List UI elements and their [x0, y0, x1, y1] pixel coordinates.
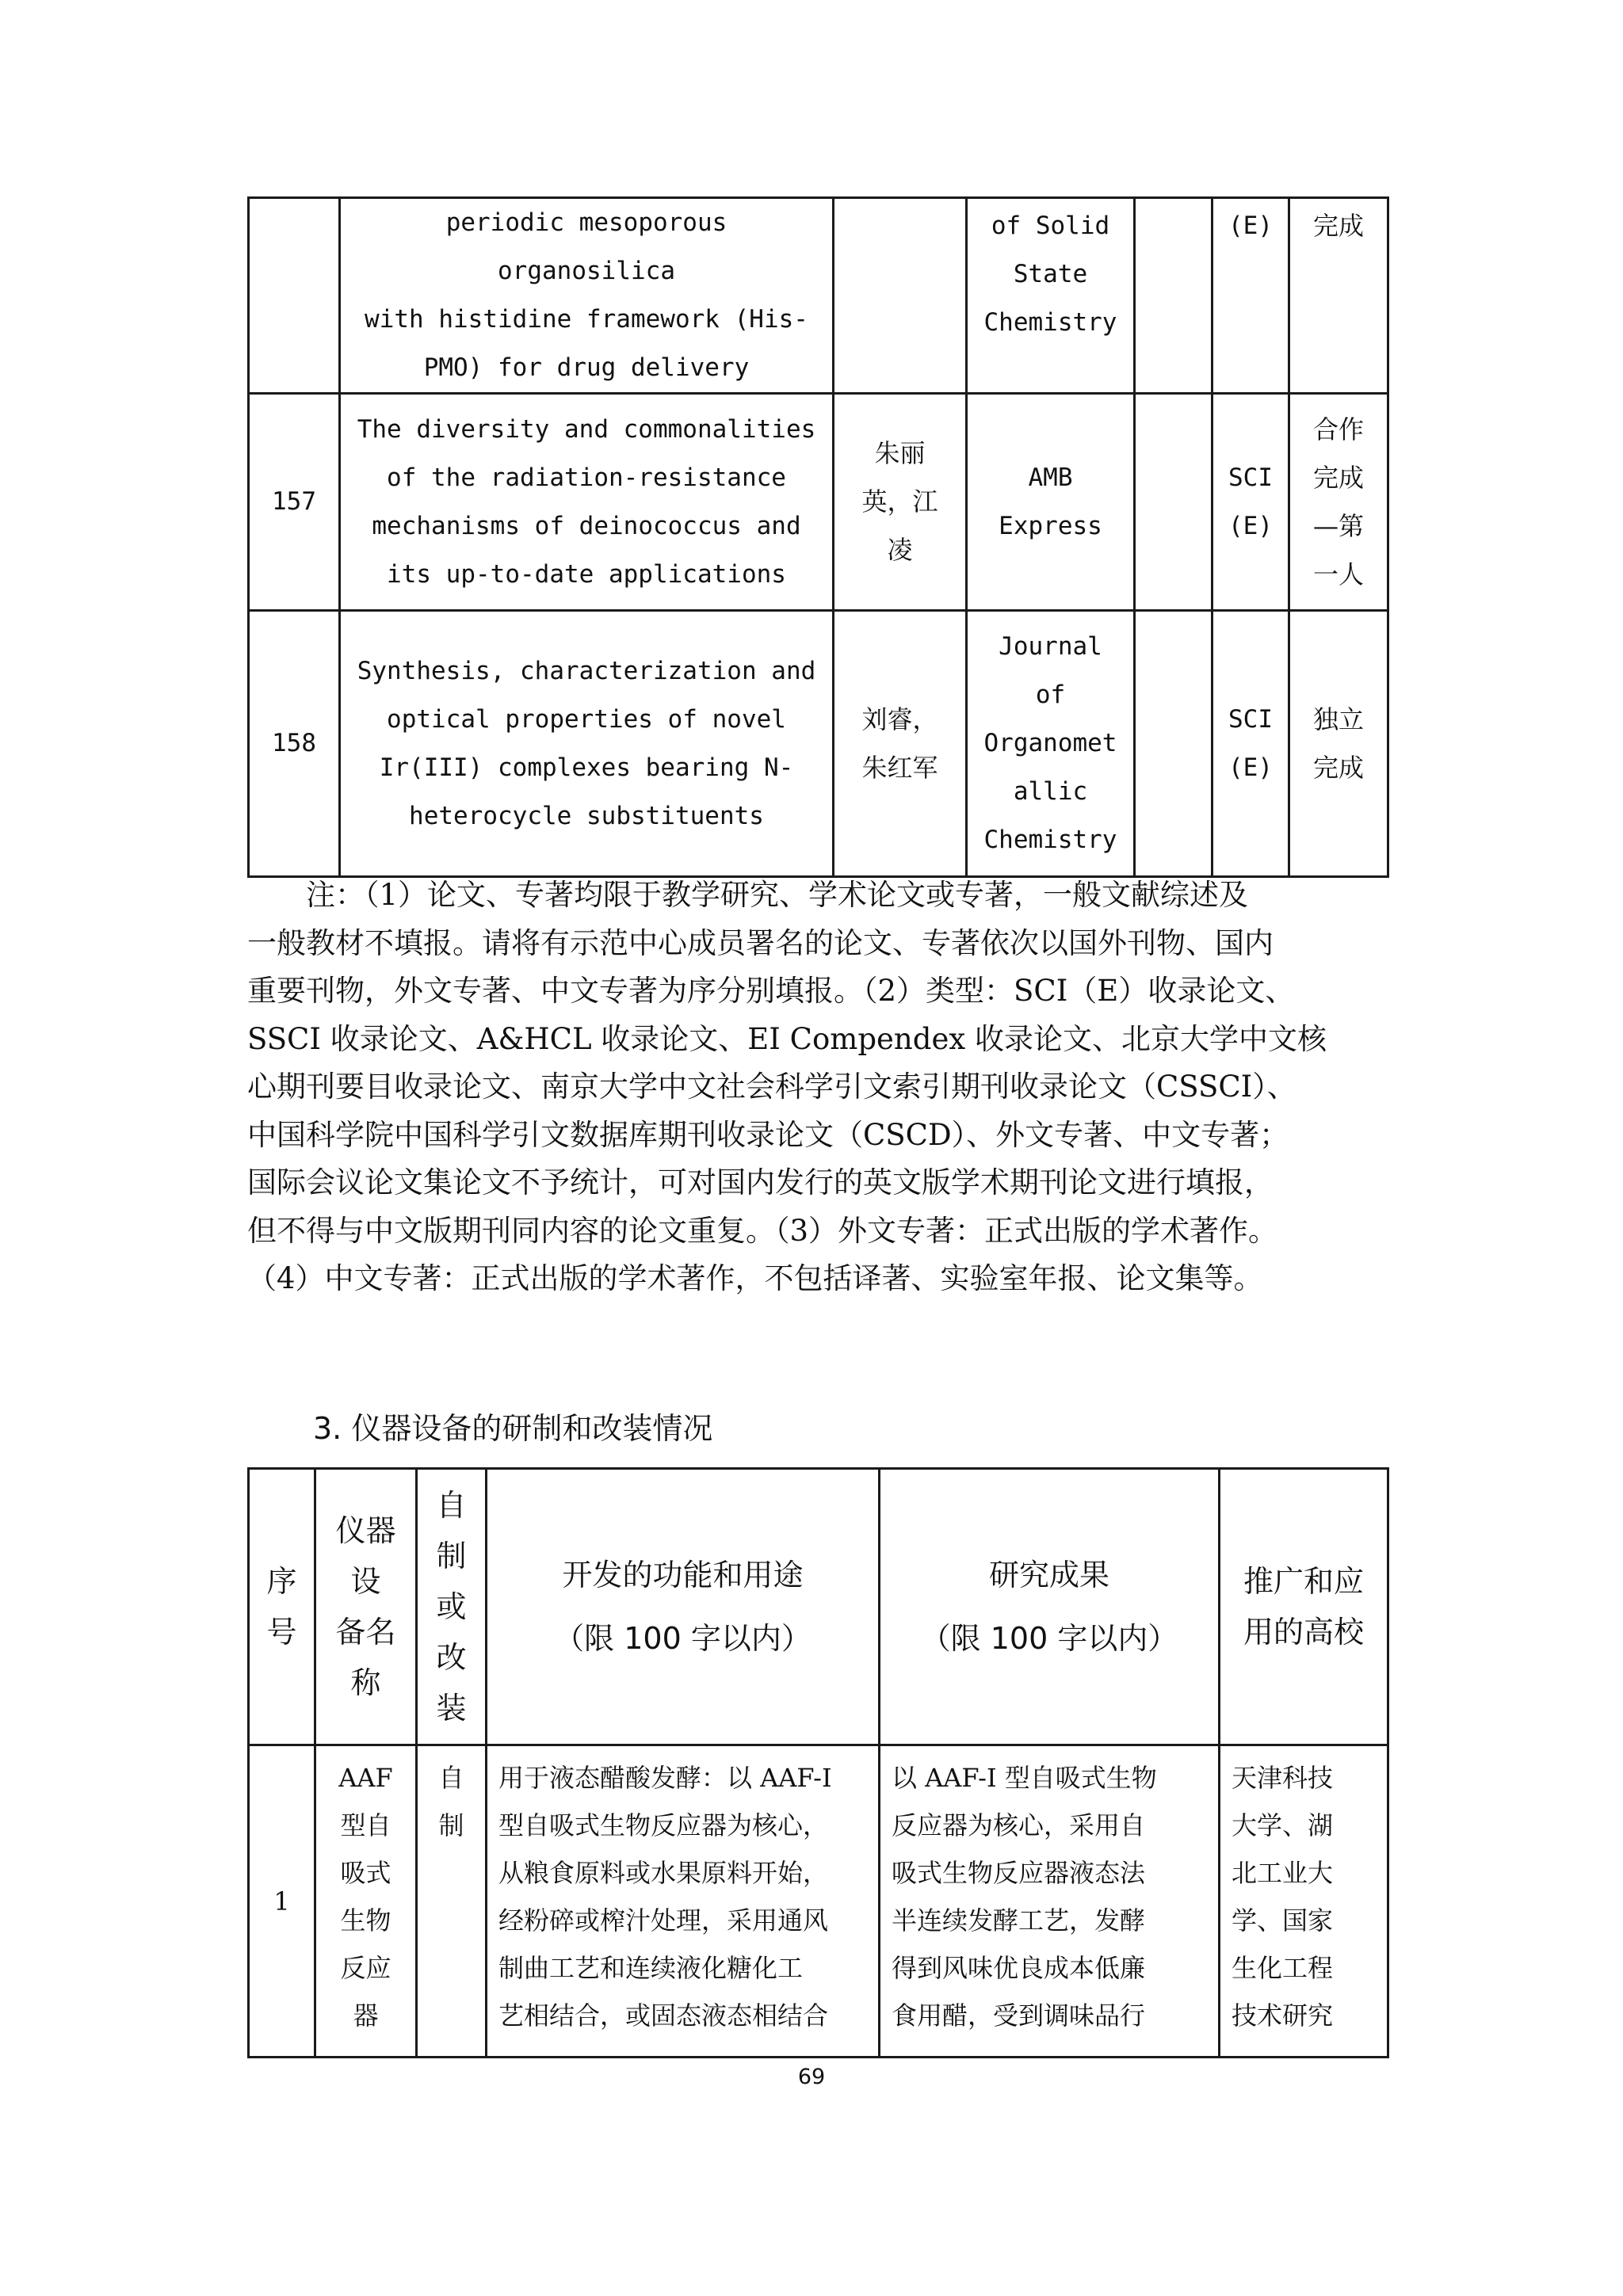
note-line: 但不得与中文版期刊同内容的论文重复。（3）外文专著：正式出版的学术著作。	[247, 1213, 1278, 1248]
note-line: 注：（1）论文、专著均限于教学研究、学术论文或专著，一般文献综述及	[247, 878, 1249, 912]
paper-no-cell	[249, 198, 340, 394]
paper-no-cell	[249, 394, 340, 611]
instrument-no: 1	[273, 1886, 290, 1917]
header-schools	[1220, 1469, 1388, 1745]
header-made	[417, 1469, 487, 1745]
paper-journal: AMB Express	[999, 463, 1102, 540]
paper-type: SCI (E)	[1228, 704, 1273, 782]
section-heading: 3. 仪器设备的研制和改装情况	[313, 1411, 713, 1446]
paper-blank-cell	[1135, 611, 1212, 877]
header-no	[249, 1469, 315, 1745]
paper-journal-cell	[967, 611, 1135, 877]
instrument-function: 用于液态醋酸发酵：以 AAF-I 型自吸式生物反应器为核心， 从粮食原料或水果原料开始， 经粉碎或榨汁处理，采用通风 制曲工艺和连续液化糖化工 艺相结合，或固态液态相结合	[498, 1763, 832, 2031]
instrument-name: AAF 型自 吸式 生物 反应 器	[338, 1763, 393, 2031]
paper-type-cell	[1212, 394, 1289, 611]
paper-completion-cell	[1289, 394, 1388, 611]
paper-authors-cell	[834, 394, 967, 611]
note-line: 心期刊要目收录论文、南京大学中文社会科学引文索引期刊收录论文（CSSCI）、	[247, 1070, 1296, 1104]
instrument-results-cell	[880, 1745, 1220, 2058]
paper-completion-cell	[1289, 611, 1388, 877]
note-line: （4）中文专著：正式出版的学术著作，不包括译著、实验室年报、论文集等。	[247, 1261, 1263, 1295]
header-no-label: 序 号	[266, 1564, 297, 1650]
paper-type-cell	[1212, 611, 1289, 877]
instrument-name-cell	[315, 1745, 417, 2058]
paper-title-cell	[340, 611, 834, 877]
instrument-no-cell	[249, 1745, 315, 2058]
paper-type: (E)	[1228, 212, 1273, 240]
instrument-schools-cell	[1220, 1745, 1388, 2058]
header-name	[315, 1469, 417, 1745]
paper-title: The diversity and commonalities of the radiation-resistance mechanisms of deinococcus and its up-to-date applications	[357, 414, 816, 589]
paper-authors: 朱丽 英，江 凌	[861, 438, 938, 565]
instrument-schools: 天津科技 大学、湖 北工业大 学、国家 生化工程 技术研究	[1232, 1763, 1334, 2031]
table-row	[249, 611, 1388, 877]
paper-blank-cell	[1135, 198, 1212, 394]
paper-title: Synthesis, characterization and optical properties of novel Ir(III) complexes bearing N- heterocycle substituents	[357, 656, 816, 830]
paper-journal: Journal of Organomet allic Chemistry	[983, 632, 1117, 854]
paper-type: SCI (E)	[1228, 463, 1273, 540]
header-results-label: 研究成果 （限 100 字以内）	[920, 1558, 1178, 1656]
header-results	[880, 1469, 1220, 1745]
note-line: 重要刊物，外文专著、中文专著为序分别填报。（2）类型：SCI（E）收录论文、	[247, 974, 1295, 1008]
paper-journal-cell	[967, 394, 1135, 611]
paper-authors-cell	[834, 611, 967, 877]
paper-authors-cell	[834, 198, 967, 394]
paper-title-cell	[340, 198, 834, 394]
header-name-label: 仪器 设 备名 称	[335, 1513, 396, 1700]
table-row	[249, 198, 1388, 394]
instrument-results: 以 AAF-I 型自吸式生物 反应器为核心，采用自 吸式生物反应器液态法 半连续发酵工艺，发酵 得到风味优良成本低廉 食用醋，受到调味品行	[892, 1763, 1157, 2031]
paper-completion: 合作 完成 —第 一人	[1312, 414, 1364, 589]
header-made-label: 自 制 或 改 装	[436, 1488, 467, 1726]
instruments-table	[247, 1467, 1389, 2058]
note-line: 一般教材不填报。请将有示范中心成员署名的论文、专著依次以国外刊物、国内	[247, 925, 1274, 960]
paper-journal-cell	[967, 198, 1135, 394]
note-paragraph	[247, 871, 1388, 1303]
paper-completion-cell	[1289, 198, 1388, 394]
instrument-made: 自 制	[438, 1763, 464, 1840]
table-row	[249, 1745, 1388, 2058]
table-row	[249, 394, 1388, 611]
papers-table	[247, 196, 1389, 878]
note-line: SSCI 收录论文、A&HCL 收录论文、EI Compendex 收录论文、北京大学中文核	[247, 1021, 1327, 1056]
header-schools-label: 推广和应 用的高校	[1243, 1564, 1364, 1650]
header-function-label: 开发的功能和用途 （限 100 字以内）	[554, 1558, 812, 1656]
header-function	[487, 1469, 880, 1745]
paper-completion: 独立 完成	[1312, 704, 1364, 783]
paper-blank-cell	[1135, 394, 1212, 611]
note-line: 中国科学院中国科学引文数据库期刊收录论文（CSCD）、外文专著、中文专著；	[247, 1117, 1289, 1152]
page-number: 69	[797, 2065, 826, 2089]
paper-title-cell	[340, 394, 834, 611]
instrument-function-cell	[487, 1745, 880, 2058]
paper-no: 157	[272, 487, 316, 516]
paper-no-cell	[249, 611, 340, 877]
paper-type-cell	[1212, 198, 1289, 394]
table-header-row	[249, 1469, 1388, 1745]
paper-no: 158	[272, 729, 316, 757]
paper-journal: of Solid State Chemistry	[983, 212, 1117, 337]
paper-authors: 刘睿， 朱红军	[861, 704, 938, 783]
paper-title: periodic mesoporous organosilica with histidine framework (His- PMO) for drug delivery	[365, 208, 808, 382]
paper-completion: 完成	[1312, 211, 1364, 241]
note-line: 国际会议论文集论文不予统计，可对国内发行的英文版学术期刊论文进行填报，	[247, 1165, 1274, 1199]
instrument-made-cell	[417, 1745, 487, 2058]
